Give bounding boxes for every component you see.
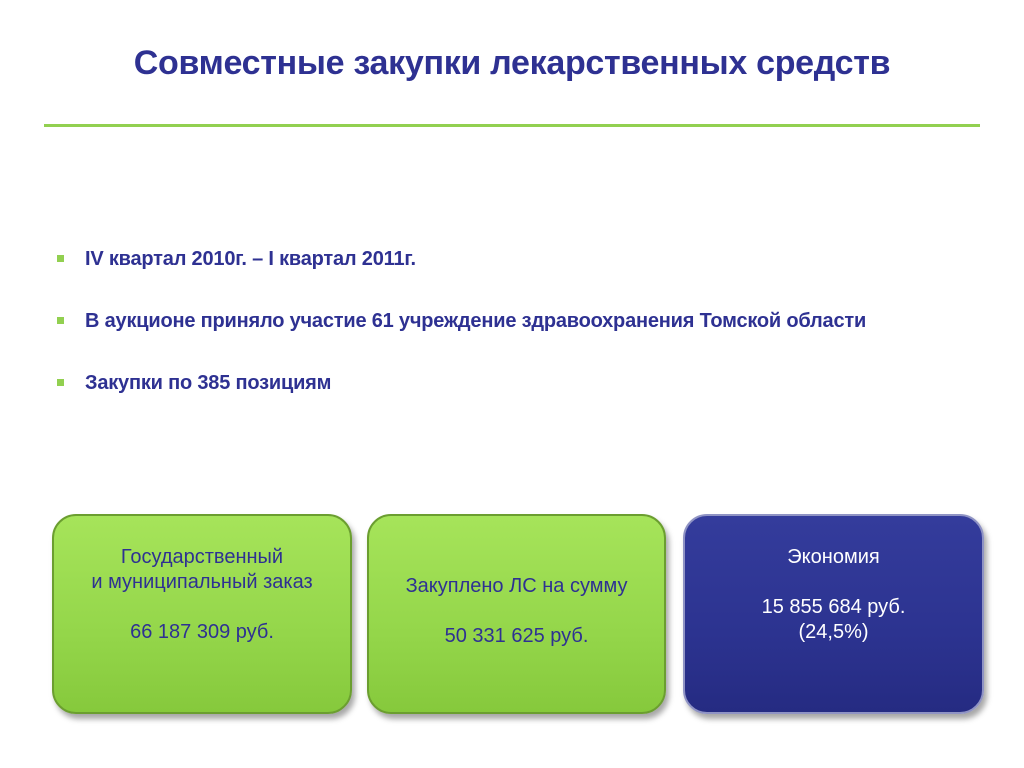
square-bullet-icon (57, 317, 64, 324)
bullet-text: IV квартал 2010г. – I квартал 2011г. (85, 248, 416, 270)
savings-card-percent: (24,5%) (798, 621, 869, 643)
purchased-card-value: 50 331 625 руб. (444, 625, 589, 647)
square-bullet-icon (57, 379, 64, 386)
bullet-item-positions (54, 372, 866, 394)
order-card-value: 66 187 309 руб. (130, 621, 274, 643)
bullet-list (54, 248, 866, 434)
bullet-text: Закупки по 385 позициям (85, 372, 332, 394)
spacer (369, 599, 664, 624)
order-card (52, 514, 352, 714)
title-divider (44, 124, 980, 127)
savings-card (683, 514, 984, 714)
bullet-item-period (54, 248, 866, 270)
purchased-card (367, 514, 666, 714)
order-card-title-line2: и муниципальный заказ (91, 571, 313, 593)
page-title: Совместные закупки лекарственных средств (133, 44, 891, 82)
order-card-title-line1: Государственный (120, 546, 284, 568)
bullet-text: В аукционе приняло участие 61 учреждение здравоохранения Томской области (85, 310, 867, 332)
bullet-item-participants (54, 310, 866, 332)
spacer (54, 595, 350, 620)
savings-card-value: 15 855 684 руб. (761, 596, 906, 618)
purchased-card-title: Закуплено ЛС на сумму (405, 575, 628, 597)
savings-card-title: Экономия (787, 546, 880, 568)
spacer (685, 570, 982, 595)
square-bullet-icon (57, 255, 64, 262)
